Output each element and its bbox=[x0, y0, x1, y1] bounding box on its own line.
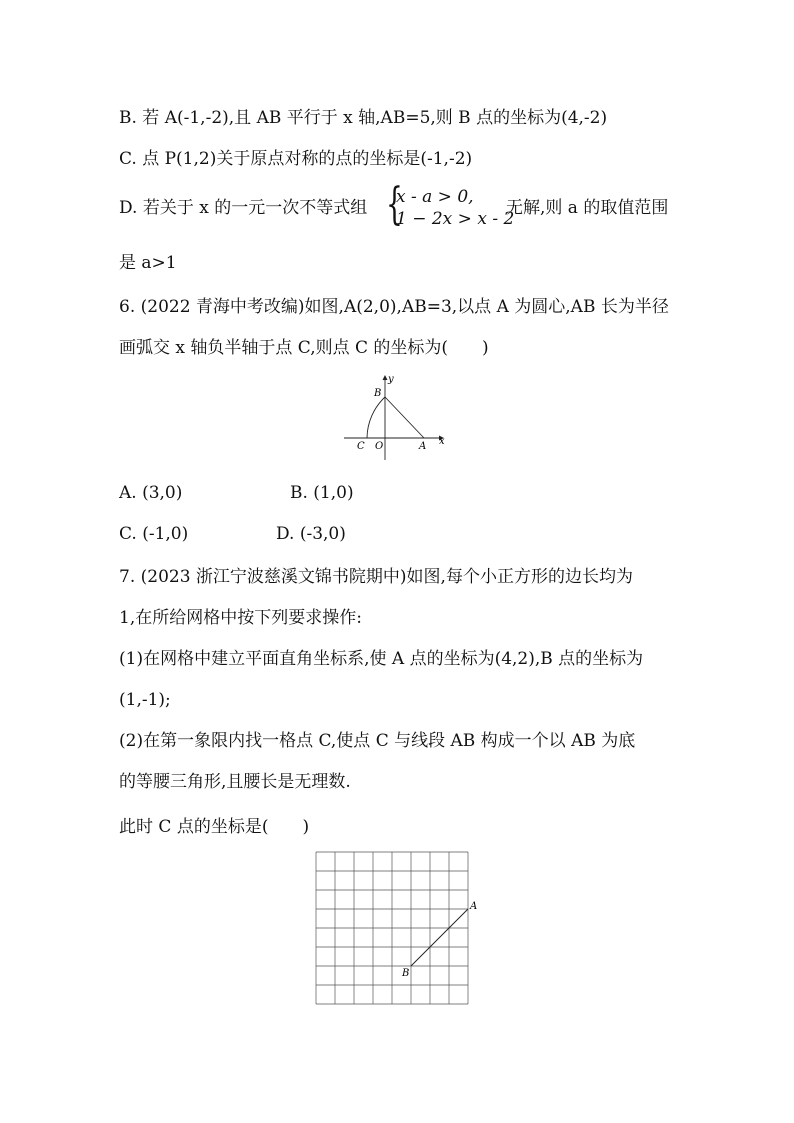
label-c: C bbox=[357, 441, 365, 452]
option-d-prefix: D. 若关于 x 的一元一次不等式组 bbox=[119, 198, 368, 218]
brace-icon: { bbox=[386, 179, 403, 230]
label-o: O bbox=[375, 441, 384, 452]
label-y: y bbox=[388, 374, 394, 385]
option-d-continuation: 是 a>1 bbox=[119, 253, 177, 273]
question-7-grid-figure bbox=[310, 845, 485, 1010]
inequality-system bbox=[386, 179, 515, 231]
label-a: A bbox=[419, 441, 427, 452]
question-6-figure bbox=[340, 370, 455, 465]
question-7-line-1: 7. (2023 浙江宁波慈溪文锦书院期中)如图,每个小正方形的边长均为 bbox=[119, 567, 633, 587]
option-d-suffix: 无解,则 a 的取值范围 bbox=[506, 198, 669, 218]
q6-option-b: B. (1,0) bbox=[290, 483, 354, 503]
segment-ab bbox=[385, 397, 424, 438]
arc-bc bbox=[367, 397, 385, 438]
option-c: C. 点 P(1,2)关于原点对称的点的坐标是(-1,-2) bbox=[119, 149, 473, 169]
y-axis-arrow bbox=[383, 375, 388, 380]
q6-option-a: A. (3,0) bbox=[119, 483, 183, 503]
question-7-line-6: 的等腰三角形,且腰长是无理数. bbox=[119, 772, 351, 792]
inequality-1: x - a > 0, bbox=[396, 187, 474, 207]
question-7-line-5: (2)在第一象限内找一格点 C,使点 C 与线段 AB 构成一个以 AB 为底 bbox=[119, 731, 636, 751]
label-b: B bbox=[374, 388, 382, 399]
label-x: x bbox=[439, 436, 445, 447]
question-7-line-3: (1)在网格中建立平面直角坐标系,使 A 点的坐标为(4,2),B 点的坐标为 bbox=[119, 649, 644, 669]
segment-ab bbox=[411, 909, 468, 966]
label-b: B bbox=[402, 968, 410, 979]
grid bbox=[316, 852, 468, 1004]
question-7-line-4: (1,-1); bbox=[119, 690, 171, 710]
question-7-line-7: 此时 C 点的坐标是( ) bbox=[119, 817, 310, 837]
q6-option-c: C. (-1,0) bbox=[119, 524, 189, 544]
question-7-line-2: 1,在所给网格中按下列要求操作: bbox=[119, 608, 362, 628]
inequality-2: 1 − 2x > x - 2 bbox=[396, 209, 515, 229]
q6-option-d: D. (-3,0) bbox=[276, 524, 346, 544]
question-6-line-1: 6. (2022 青海中考改编)如图,A(2,0),AB=3,以点 A 为圆心,AB 长为半径 bbox=[119, 297, 669, 317]
option-b: B. 若 A(-1,-2),且 AB 平行于 x 轴,AB=5,则 B 点的坐标为(4,-2) bbox=[119, 108, 608, 128]
question-6-line-2: 画弧交 x 轴负半轴于点 C,则点 C 的坐标为( ) bbox=[119, 338, 489, 358]
label-a: A bbox=[470, 901, 478, 912]
